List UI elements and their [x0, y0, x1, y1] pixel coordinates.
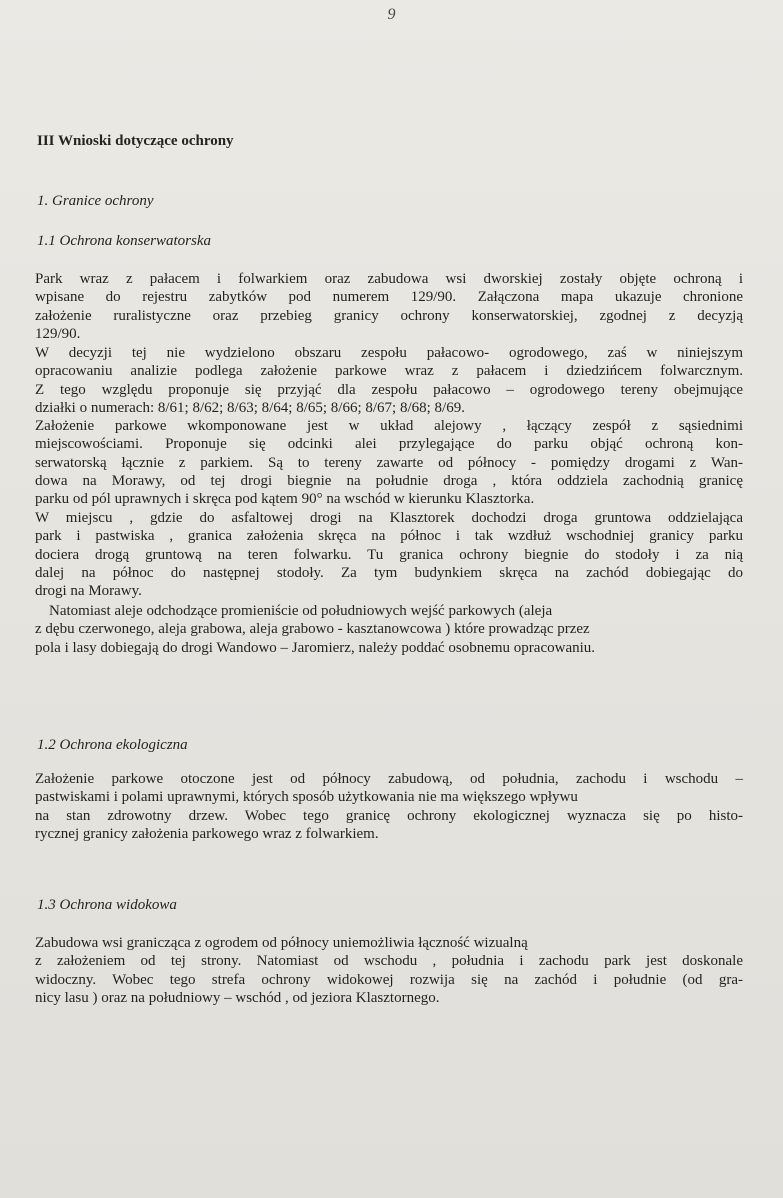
text-line: na stan zdrowotny drzew. Wobec tego granicę ochrony ekologicznej wyznacza się po histo-	[35, 807, 743, 824]
text-line: rycznej granicy założenia parkowego wraz z folwarkiem.	[35, 825, 379, 842]
paragraph-widokowa	[35, 934, 743, 1007]
text-line: Z tego względu proponuje się przyjąć dla zespołu pałacowo – ogrodowego tereny obejmujące	[35, 381, 743, 398]
text-line: park i pastwiska , granica założenia skręca na północ i tak wzdłuż wschodniej granicy parku	[35, 528, 743, 545]
text-line: Założenie parkowe wkomponowane jest w układ alejowy , łączący zespół z sąsiednimi	[35, 418, 743, 434]
text-line: pola i lasy dobiegają do drogi Wandowo – Jaromierz, należy poddać osobnemu opracowaniu.	[35, 639, 596, 656]
text-line: W miejscu , gdzie do asfaltowej drogi na Klasztorek dochodzi droga gruntowa oddzielająca	[35, 510, 743, 526]
text-line: Założenie parkowe otoczone jest od północy zabudową, od południa, zachodu i wschodu –	[35, 771, 743, 787]
text-line: 129/90.	[35, 325, 81, 342]
text-line: Zabudowa wsi granicząca z ogrodem od północy uniemożliwia łączność wizualną	[35, 935, 528, 951]
subsection-heading-widokowa: 1.3 Ochrona widokowa	[37, 897, 177, 913]
text-line: wpisane do rejestru zabytków pod numerem 129/90. Załączona mapa ukazuje chronione	[35, 289, 743, 306]
paragraph-ekologiczna	[35, 770, 743, 843]
text-line: działki o numerach: 8/61; 8/62; 8/63; 8/64; 8/65; 8/66; 8/67; 8/68; 8/69.	[35, 399, 465, 416]
text-line: parku od pól uprawnych i skręca pod kątem 90° na wschód w kierunku Klasztorka.	[35, 491, 535, 508]
subsection-heading-konserwatorska: 1.1 Ochrona konserwatorska	[37, 233, 212, 249]
text-line: założenie ruralistyczne oraz przebieg granicy ochrony konserwatorskiej, zgodnej z decyzją	[35, 307, 743, 324]
text-line: dalej na północ do następnej stodoły. Za tym budynkiem skręca na zachód dobiegając do	[35, 564, 743, 581]
text-line: miejscowościami. Proponuje się odcinki alei przylegające do parku objąć ochroną kon-	[35, 436, 743, 453]
paragraph-konserwatorska-5	[35, 602, 743, 657]
text-line: W decyzji tej nie wydzielono obszaru zespołu pałacowo- ogrodowego, zaś w niniejszym	[35, 345, 743, 361]
text-line: serwatorską łącznie z parkiem. Są to tereny zawarte od północy - pomiędzy drogami z Wan-	[35, 454, 743, 471]
text-line: z założeniem od tej strony. Natomiast od wschodu , południa i zachodu park jest doskonale	[35, 953, 743, 970]
subsection-heading-granice: 1. Granice ochrony	[37, 193, 154, 209]
text-line: widoczny. Wobec tego strefa ochrony widokowej rozwija się na zachód i południe (od gra-	[35, 971, 743, 988]
page-number: 9	[387, 6, 396, 23]
paragraph-konserwatorska-1	[35, 270, 743, 343]
text-line: z dębu czerwonego, aleja grabowa, aleja grabowo - kasztanowcowa ) które prowadząc przez	[35, 621, 590, 638]
text-line: Park wraz z pałacem i folwarkiem oraz zabudowa wsi dworskiej zostały objęte ochroną i	[35, 271, 743, 287]
text-line: Natomiast aleje odchodzące promieniście od południowych wejść parkowych (aleja	[49, 603, 553, 619]
text-line: drogi na Morawy.	[35, 583, 142, 600]
text-line: opracowaniu analizie podlega założenie parkowe wraz z pałacem i dziedzińcem folwarcznym.	[35, 363, 743, 380]
paragraph-konserwatorska-3	[35, 417, 743, 508]
paragraph-konserwatorska-4	[35, 509, 743, 600]
text-line: dociera drogą gruntową na teren folwarku. Tu granica ochrony biegnie do stodoły i za nią	[35, 546, 743, 563]
subsection-heading-ekologiczna: 1.2 Ochrona ekologiczna	[37, 737, 188, 753]
text-line: pastwiskami i polami uprawnymi, których sposób użytkowania nie ma większego wpływu	[35, 789, 578, 806]
paragraph-konserwatorska-2	[35, 344, 743, 417]
text-line: nicy lasu ) oraz na południowy – wschód , od jeziora Klasztornego.	[35, 989, 440, 1006]
section-title: III Wnioski dotyczące ochrony	[37, 133, 234, 149]
text-line: dowa na Morawy, od tej drogi biegnie na południe droga , która oddziela zachodnią granicę	[35, 472, 743, 489]
